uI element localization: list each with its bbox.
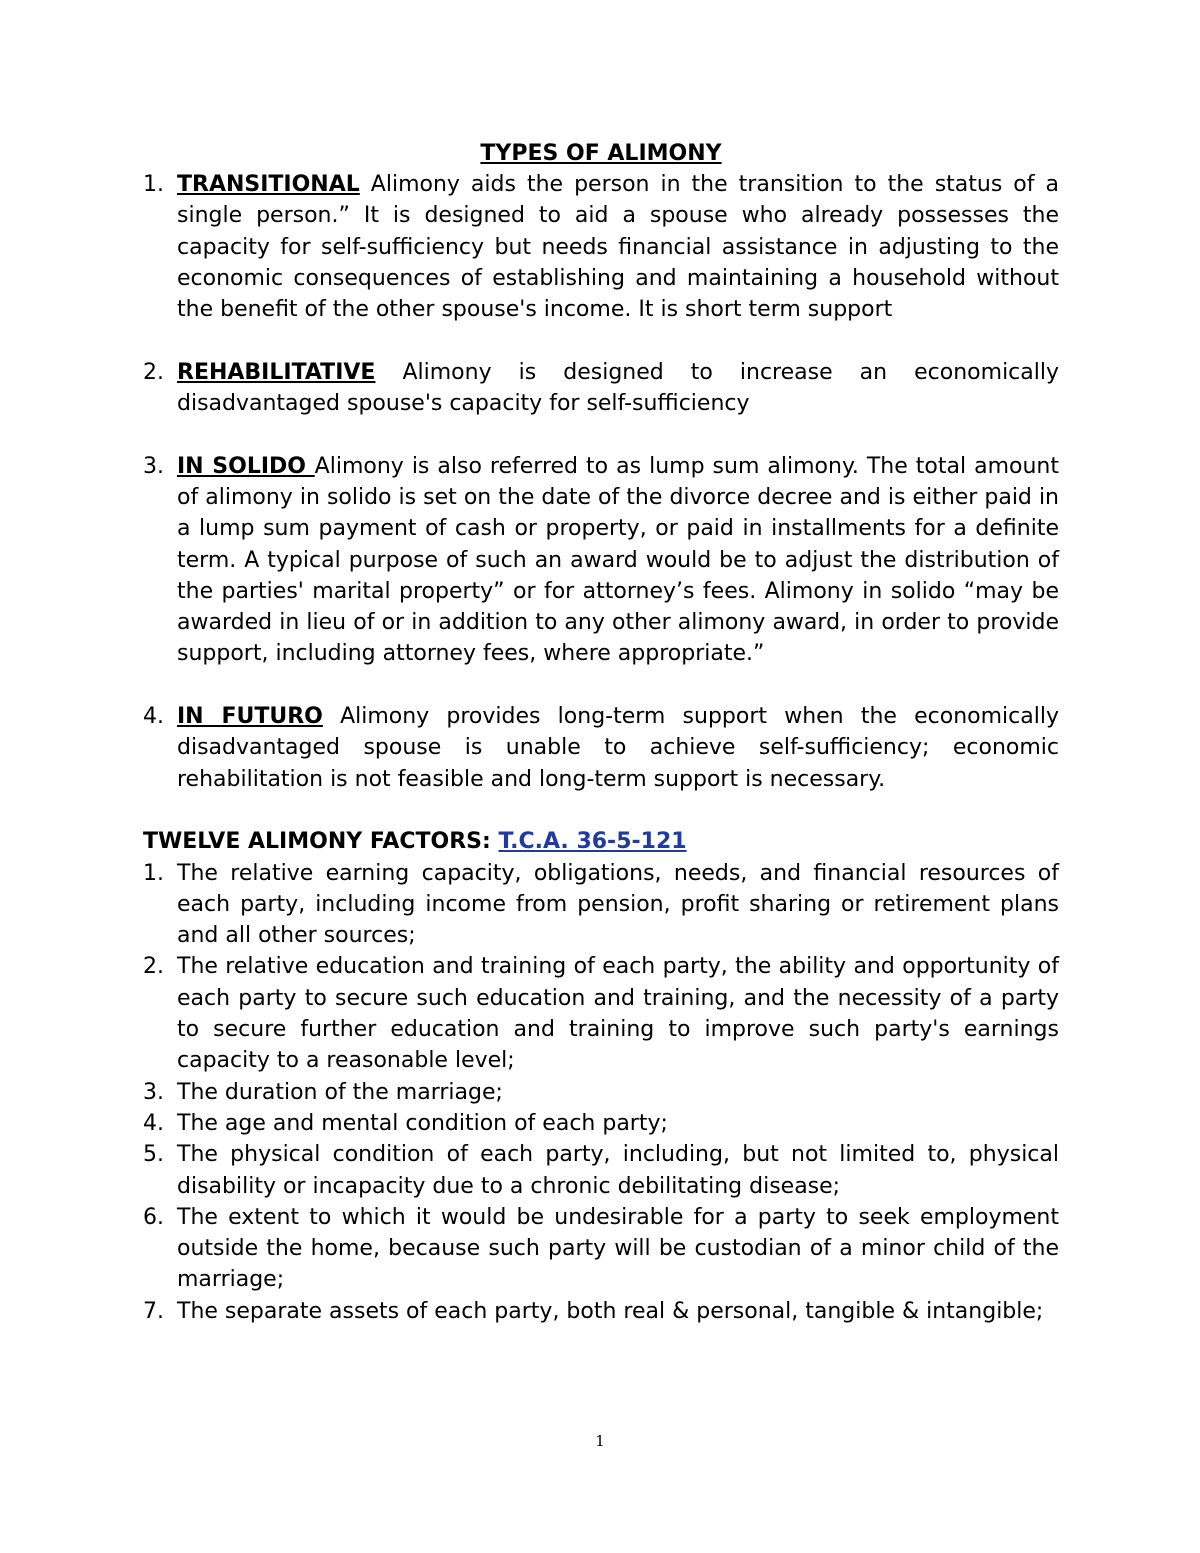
list-item [143, 701, 1059, 795]
factor-text: The duration of the marriage; [177, 1079, 503, 1105]
factor-text: The relative earning capacity, obligations, needs, and financial resources of each party, including income from pension, profit sharing or retirement plans and all other sources; [177, 860, 1059, 949]
list-number: 4. [143, 1110, 164, 1136]
list-item [143, 1296, 1059, 1327]
list-item [143, 451, 1059, 670]
list-item [143, 357, 1059, 420]
type-keyword: IN FUTURO [177, 704, 323, 730]
type-description: Alimony is also referred to as lump sum alimony. The total amount of alimony in solido is set on the date of the divorce decree and is either paid in a lump sum payment of cash or property, or paid in installments for a definite term. A typical purpose of such an award would be to adjust the distribution of the parties' marital property” or for attorney’s fees. Alimony in solido “may be awarded in lieu of or in addition to any other alimony award, in order to provide support, including attorney fees, where appropriate.” [177, 453, 1059, 667]
document-page [143, 138, 1059, 1327]
type-keyword: REHABILITATIVE [177, 359, 376, 385]
list-number: 1. [143, 172, 164, 197]
tca-statute-link[interactable]: T.C.A. 36-5-121 [498, 829, 687, 855]
alimony-factors-list [143, 858, 1059, 1327]
type-description: Alimony aids the person in the transition to the status of a single person.” It is designed to aid a spouse who already possesses the capacity for self-sufficiency but needs financial assistance in adjusting to the economic consequences of establishing and maintaining a household without the benefit of the other spouse's income. It is short term support [177, 172, 1059, 323]
list-item [143, 169, 1059, 325]
factor-text: The age and mental condition of each party; [177, 1110, 668, 1136]
factor-text: The physical condition of each party, including, but not limited to, physical disability or incapacity due to a chronic debilitating disease; [177, 1142, 1059, 1199]
list-number: 6. [143, 1204, 164, 1230]
factor-text: The relative education and training of each party, the ability and opportunity of each party to secure such education and training, and the necessity of a party to secure further education and training to improve such party's earnings capacity to a reasonable level; [177, 954, 1059, 1074]
factors-heading [143, 826, 1059, 857]
page-number: 1 [595, 1432, 605, 1450]
list-number: 5. [143, 1142, 164, 1168]
factor-text: The extent to which it would be undesirable for a party to seek employment outside the home, because such party will be custodian of a minor child of the marriage; [177, 1204, 1059, 1293]
list-number: 7. [143, 1298, 164, 1324]
list-number: 3. [143, 1079, 164, 1105]
list-item [143, 1139, 1059, 1202]
list-number: 2. [143, 359, 164, 385]
list-number: 4. [143, 704, 164, 730]
type-description: Alimony is designed to increase an economically disadvantaged spouse's capacity for self-sufficiency [177, 359, 1059, 417]
factors-heading-label: TWELVE ALIMONY FACTORS: [143, 829, 499, 855]
list-item [143, 1077, 1059, 1108]
list-number: 2. [143, 954, 164, 980]
type-keyword: IN SOLIDO [177, 453, 315, 479]
factor-text: The separate assets of each party, both real & personal, tangible & intangible; [177, 1298, 1044, 1324]
list-item [143, 951, 1059, 1076]
list-item [143, 1108, 1059, 1139]
list-item [143, 1202, 1059, 1296]
type-description: Alimony provides long-term support when the economically disadvantaged spouse is unable to achieve self-sufficiency; economic rehabilitation is not feasible and long-term support is necessary. [177, 704, 1059, 792]
list-number: 3. [143, 453, 164, 479]
alimony-types-list [143, 169, 1059, 795]
document-title: TYPES OF ALIMONY [480, 141, 722, 166]
list-item [143, 858, 1059, 952]
type-keyword: TRANSITIONAL [177, 172, 360, 197]
list-number: 1. [143, 860, 164, 886]
